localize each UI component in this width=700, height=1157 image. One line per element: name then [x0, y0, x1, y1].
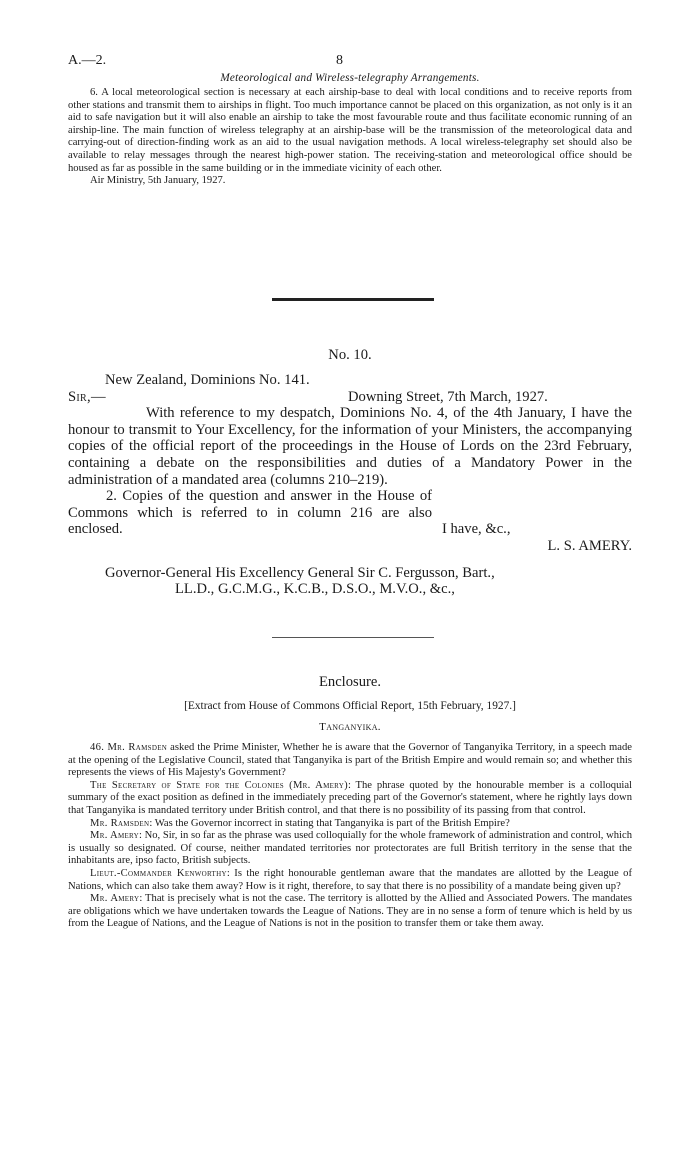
speech [68, 830, 632, 868]
signatory: L. S. AMERY. [547, 537, 632, 554]
section1-body [68, 87, 632, 188]
meteorological-paragraph: 6. A local meteorological section is necessary at each airship-base to deal with local conditions and to receive reports from other stations and transmit them to airships in flight. Too much importance cannot be placed on this organization, as not only is it an aid to safe navigation but it will also enable an airship to take the most favourable route and thus facilitate economic running of an airship-line. The main function of wireless telegraphy at an airship-base will be the transmission of the meteorological data and carrying-out of direction-finding work as an aid to the usual navigation methods. A local wireless-telegraphy set should also be available to relay messages through the nearest high-power station. The receiving-station and meteorological office should be housed as far as possible in the same building or in the immediate vicinity of each other. [68, 87, 632, 174]
speaker: The Secretary of State for the Colonies (Mr. Amery) [90, 779, 348, 791]
speech [68, 893, 632, 931]
despatch-salutation-line [68, 389, 632, 406]
speech [68, 742, 632, 780]
speech [68, 780, 632, 818]
despatch-body [68, 372, 632, 598]
despatch-paragraph-2 [68, 488, 632, 538]
speech-text: : Was the Governor incorrect in stating that Tanganyika is part of the British Empire? [149, 817, 510, 829]
section-divider [272, 298, 434, 301]
extract-reference: [Extract from House of Commons Official Report, 15th February, 1927.] [184, 700, 516, 712]
enclosure-title: Enclosure. [318, 674, 381, 690]
despatch-paragraph-1: With reference to my despatch, Dominions No. 4, of the 4th January, I have the honour to transmit to Your Excellency, for the information of your Ministers, the accompanying copies of the official report of the proceedings in the House of Lords on the 23rd February, containing a debate on the responsibilities and duties of a Mandatory Power in the administration of a mandated area (columns 210–219). [68, 405, 632, 488]
despatch-paragraph-2-text: 2. Copies of the question and answer in the House of Commons which is referred to in column 216 are also enclosed. [68, 488, 432, 538]
speaker: Mr. Ramsden [90, 817, 150, 829]
speaker: 46. Mr. Ramsden [90, 742, 168, 753]
air-ministry-signature: Air Ministry, 5th January, 1927. [90, 175, 226, 187]
speech-text: : The phrase quoted by the honourable member is a colloquial summary of the exact position as defined in the immediately preceding part of the Governor's statement, where he rightly lays down that Tanganyika is mandated territory under British control, and that there is no possibility of its passing from that control. [68, 779, 632, 816]
speech [68, 868, 632, 893]
speech [68, 818, 632, 831]
salutation: Sir,— [68, 388, 106, 405]
despatch-number: No. 10. [328, 347, 372, 363]
speech-text: : Is the right honourable gentleman aware that the mandates are allotted by the League of Nations, which can also take them away? How is it right, therefore, to say that there is no possibility of a mandate being given up? [68, 867, 632, 892]
speaker: Mr. Amery [90, 893, 140, 905]
addressee-line-1: Governor-General His Excellency General Sir C. Fergusson, Bart., [105, 564, 495, 581]
addressee-line-2: LL.D., G.C.M.G., K.C.B., D.S.O., M.V.O., &c., [175, 581, 455, 598]
closing: I have, &c., [442, 521, 511, 538]
subject-heading: Tanganyika. [319, 721, 381, 733]
debate-transcript [68, 742, 632, 931]
document-code: A.—2. [68, 53, 107, 68]
enclosure-divider [272, 637, 434, 638]
place-and-date: Downing Street, 7th March, 1927. [348, 388, 548, 405]
speaker: Lieut.-Commander Kenworthy [90, 867, 227, 879]
speech-text: : That is precisely what is not the case. The territory is allotted by the Allied and Associated Powers. The mandates are obligations which we have undertaken towards the League of Nations. They are in no sense a form of tenure which is held by us from the League of Nations, and the League of Nations is not in the position to transfer them or take them away. [68, 893, 632, 930]
speaker: Mr. Amery [90, 830, 139, 842]
speech-text: : No, Sir, in so far as the phrase was used colloquially for the whole framework of administration and control, which is usually so designated. Of course, neither mandated territories nor protectorates are full British territory in the sense that the inhabitants are, ipso facto, British subjects. [68, 830, 632, 867]
speech-text: asked the Prime Minister, Whether he is aware that the Governor of Tanganyika Territory, in a speech made at the opening of the Legislative Council, stated that Tanganyika is part of the British Empire and would remain so; and whether this represents the views of His Majesty's Government? [68, 742, 632, 779]
section-heading: Meteorological and Wireless-telegraphy Arrangements. [220, 72, 480, 84]
page-number: 8 [336, 53, 343, 68]
despatch-reference: New Zealand, Dominions No. 141. [105, 372, 310, 388]
